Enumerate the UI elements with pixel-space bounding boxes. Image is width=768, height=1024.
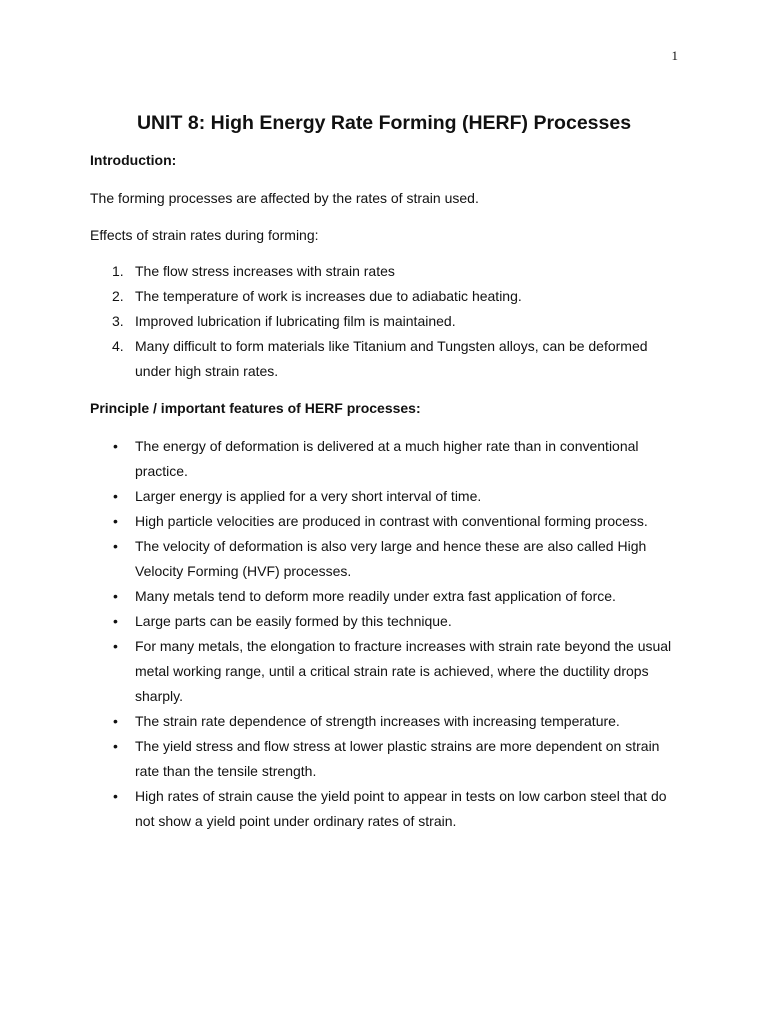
bullet-icon: •: [113, 738, 118, 754]
bullet-icon: •: [113, 788, 118, 804]
bullet-icon: •: [113, 613, 118, 629]
list-item-text: The energy of deformation is delivered at a much higher rate than in conventional practice.: [135, 438, 639, 479]
strain-effects-list: [0, 259, 768, 384]
bullet-icon: •: [113, 488, 118, 504]
list-item-text: Larger energy is applied for a very short interval of time.: [135, 488, 482, 504]
bullet-icon: •: [113, 513, 118, 529]
intro-paragraph-1: The forming processes are affected by the rates of strain used.: [90, 190, 479, 206]
list-item-text: The temperature of work is increases due to adiabatic heating.: [135, 288, 522, 304]
intro-paragraph-2: Effects of strain rates during forming:: [90, 227, 319, 243]
list-item-text: The strain rate dependence of strength increases with increasing temperature.: [135, 713, 620, 729]
list-number: 3.: [112, 313, 124, 329]
bullet-icon: •: [113, 538, 118, 554]
list-item: [0, 309, 675, 334]
list-item-text: Large parts can be easily formed by this technique.: [135, 613, 452, 629]
list-item-text: Improved lubrication if lubricating film is maintained.: [135, 313, 456, 329]
list-item-text: The velocity of deformation is also very large and hence these are also called High Velocity Forming (HVF) processes.: [135, 538, 647, 579]
page-number: 1: [671, 48, 678, 63]
list-item: [0, 284, 675, 309]
list-item: [0, 634, 675, 709]
list-item: [0, 484, 675, 509]
bullet-icon: •: [113, 588, 118, 604]
list-number: 4.: [112, 338, 124, 354]
list-item-text: High particle velocities are produced in contrast with conventional forming process.: [135, 513, 648, 529]
page-title: UNIT 8: High Energy Rate Forming (HERF) Processes: [136, 112, 632, 134]
bullet-icon: •: [113, 713, 118, 729]
list-item-text: Many metals tend to deform more readily under extra fast application of force.: [135, 588, 616, 604]
list-number: 1.: [112, 263, 124, 279]
list-item: [0, 584, 675, 609]
bullet-icon: •: [113, 438, 118, 454]
principles-heading: Principle / important features of HERF processes:: [90, 400, 421, 416]
list-item: [0, 434, 675, 484]
list-item: [0, 784, 675, 834]
list-item: [0, 734, 675, 784]
list-item: [0, 609, 675, 634]
list-item: [0, 334, 675, 384]
bullet-icon: •: [113, 638, 118, 654]
list-item-text: High rates of strain cause the yield point to appear in tests on low carbon steel that do not show a yield point under ordinary rates of strain.: [135, 788, 667, 829]
list-item: [0, 259, 675, 284]
list-number: 2.: [112, 288, 124, 304]
principles-list: [0, 434, 768, 834]
list-item: [0, 509, 675, 534]
list-item: [0, 534, 675, 584]
introduction-heading: Introduction:: [90, 152, 177, 168]
list-item-text: The yield stress and flow stress at lower plastic strains are more dependent on strain rate than the tensile strength.: [135, 738, 660, 779]
list-item-text: The flow stress increases with strain rates: [135, 263, 395, 279]
list-item-text: For many metals, the elongation to fracture increases with strain rate beyond the usual metal working range, until a critical strain rate is achieved, where the ductility drops sharply.: [135, 638, 672, 704]
list-item: [0, 709, 675, 734]
list-item-text: Many difficult to form materials like Titanium and Tungsten alloys, can be deformed under high strain rates.: [135, 338, 648, 379]
